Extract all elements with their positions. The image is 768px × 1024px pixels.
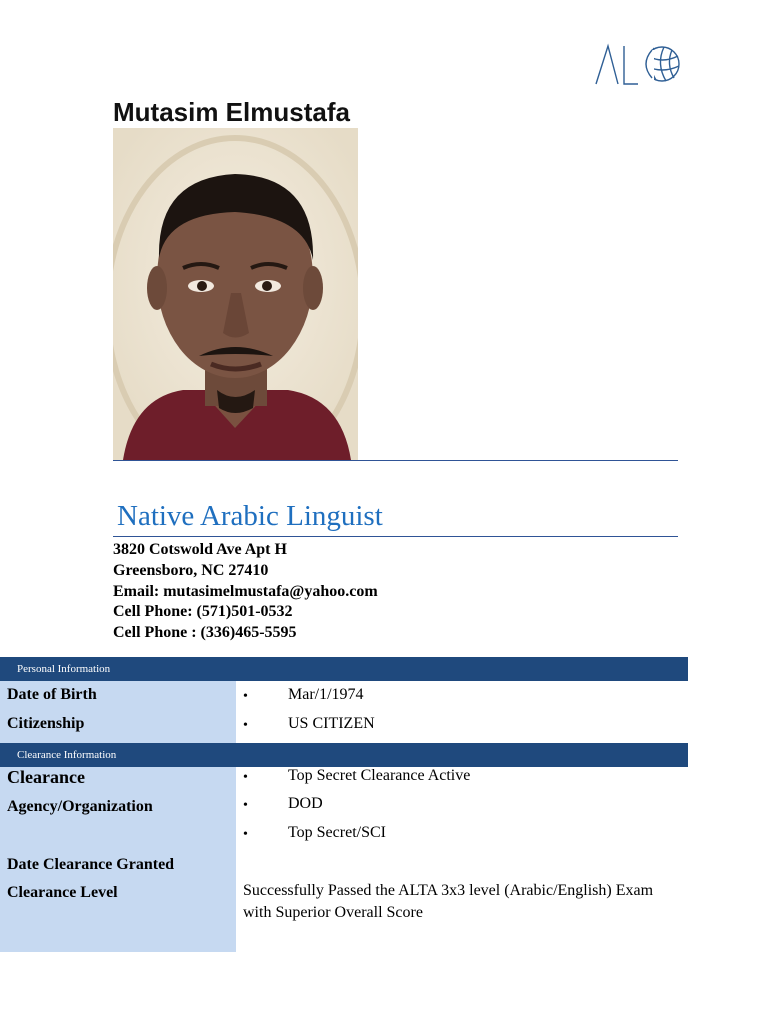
clearance-info-header	[0, 743, 688, 767]
address-line-2: Greensboro, NC 27410	[113, 561, 269, 579]
divider	[113, 536, 678, 537]
alta-exam-note: Successfully Passed the ALTA 3x3 level (Arabic/English) Exam with Superior Overall Score	[243, 882, 654, 921]
dob-value: Mar/1/1974	[288, 686, 364, 703]
clearance-level-label: Clearance Level	[7, 884, 118, 901]
agency-value: DOD	[288, 795, 323, 812]
company-logo-icon	[594, 42, 682, 86]
personal-info-heading: Personal Information	[17, 663, 111, 675]
address-line-1: 3820 Cotswold Ave Apt H	[113, 541, 287, 558]
clearance-info-heading: Clearance Information	[17, 749, 117, 761]
job-title: Native Arabic Linguist	[117, 500, 383, 532]
bullet-icon: •	[243, 770, 248, 785]
bullet-icon: •	[243, 798, 248, 813]
clearance-status-value: Top Secret Clearance Active	[288, 767, 471, 784]
agency-label: Agency/Organization	[7, 798, 153, 815]
clearance-level-value: Top Secret/SCI	[288, 824, 386, 841]
citizenship-value: US CITIZEN	[288, 715, 375, 732]
clearance-label: Clearance	[7, 767, 85, 787]
cell-phone-line-2: Cell Phone : (336)465-5595	[113, 624, 297, 642]
profile-photo	[113, 128, 358, 460]
bullet-icon: •	[243, 689, 248, 704]
dob-label: Date of Birth	[7, 686, 97, 703]
divider	[113, 460, 678, 461]
candidate-name: Mutasim Elmustafa	[113, 97, 350, 127]
bullet-icon: •	[243, 827, 248, 842]
email-line: Email: mutasimelmustafa@yahoo.com	[113, 582, 378, 600]
cell-phone-line-1: Cell Phone: (571)501-0532	[113, 603, 293, 621]
bullet-icon: •	[243, 718, 248, 733]
contact-block	[113, 540, 378, 644]
citizenship-label: Citizenship	[7, 715, 85, 732]
personal-info-header	[0, 657, 688, 681]
date-granted-label: Date Clearance Granted	[7, 856, 175, 873]
